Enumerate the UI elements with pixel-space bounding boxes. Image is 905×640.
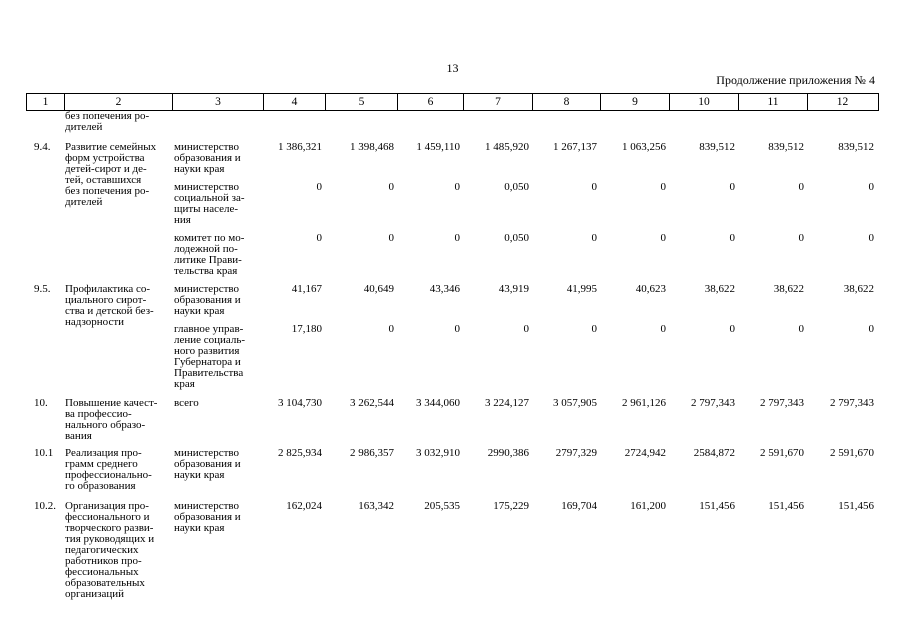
row-agency: всего	[174, 397, 199, 409]
row-value: 38,622	[773, 283, 804, 295]
row-value: 0	[591, 323, 597, 335]
row-value: 839,512	[768, 141, 804, 153]
row-value: 2724,942	[624, 447, 666, 459]
row-value: 0,050	[504, 181, 529, 193]
row-value: 1 398,468	[350, 141, 394, 153]
row-value: 43,346	[429, 283, 460, 295]
row-value: 0	[388, 232, 394, 244]
row-value: 151,456	[838, 500, 874, 512]
row-value: 17,180	[291, 323, 322, 335]
row-activity-name: Развитие семейных форм устройства детей-сирот и де- тей, оставшихся без попечения ро- дителей	[65, 141, 157, 208]
table-row	[26, 142, 879, 277]
row-value: 1 267,137	[553, 141, 597, 153]
row-value: 2 797,343	[830, 397, 874, 409]
table-header-row	[26, 93, 879, 111]
row-value: 38,622	[843, 283, 874, 295]
row-value: 0	[798, 232, 804, 244]
header-cell: 7	[463, 94, 532, 110]
row-activity-name: Профилактика со- циального сирот- ства и детской без- надзорности	[65, 283, 154, 328]
row-value: 41,167	[291, 283, 322, 295]
row-value: 151,456	[699, 500, 735, 512]
row-value: 0	[868, 323, 874, 335]
row-agency: главное управ- ление социаль- ного развития Губернатора и Правительства края	[174, 323, 246, 390]
row-value: 0	[454, 181, 460, 193]
row-value: 0	[660, 232, 666, 244]
row-value: 0	[591, 232, 597, 244]
row-agency: министерство образования и науки края	[174, 447, 241, 481]
row-value: 205,535	[424, 500, 460, 512]
header-cell: 3	[172, 94, 263, 110]
row-agency: министерство образования и науки края	[174, 500, 241, 534]
row-value: 2 825,934	[278, 447, 322, 459]
row-value: 0	[798, 323, 804, 335]
row-value: 3 224,127	[485, 397, 529, 409]
row-number: 9.5.	[34, 283, 51, 295]
row-number: 10.1	[34, 447, 54, 459]
table-row	[26, 501, 879, 600]
row-value: 3 104,730	[278, 397, 322, 409]
row-number: 10.2.	[34, 500, 56, 512]
row-value: 2 986,357	[350, 447, 394, 459]
row-value: 41,995	[566, 283, 597, 295]
row-value: 43,919	[498, 283, 529, 295]
row-value: 2 961,126	[622, 397, 666, 409]
appendix-continuation-label: Продолжение приложения № 4	[716, 73, 875, 87]
budget-table	[26, 93, 879, 600]
row-value: 1 459,110	[416, 141, 460, 153]
row-value: 0	[868, 181, 874, 193]
row-value: 0	[523, 323, 529, 335]
header-cell: 8	[532, 94, 600, 110]
row-value: 1 063,256	[622, 141, 666, 153]
row-value: 40,623	[635, 283, 666, 295]
row-value: 2990,386	[487, 447, 529, 459]
row-activity-name: Организация про- фессионального и творческого разви- тия руководящих и педагогических работников про- фессиональных образовательных организаций	[65, 500, 155, 600]
continued-row-fragment: без попечения ро- дителей	[65, 110, 150, 133]
header-cell: 4	[263, 94, 325, 110]
row-value: 163,342	[358, 500, 394, 512]
row-activity-name: Реализация про- грамм среднего профессионально- го образования	[65, 447, 152, 492]
row-value: 162,024	[286, 500, 322, 512]
row-value: 2 797,343	[760, 397, 804, 409]
row-value: 0	[660, 323, 666, 335]
row-value: 0	[660, 181, 666, 193]
row-value: 0	[729, 181, 735, 193]
row-value: 1 485,920	[485, 141, 529, 153]
row-value: 151,456	[768, 500, 804, 512]
header-cell: 5	[325, 94, 397, 110]
table-row	[26, 284, 879, 390]
row-value: 2584,872	[693, 447, 735, 459]
row-value: 169,704	[561, 500, 597, 512]
row-value: 3 032,910	[416, 447, 460, 459]
row-agency: комитет по мо- лодежной по- литике Прави- тельства края	[174, 232, 245, 277]
table-body	[26, 142, 879, 600]
row-value: 2 797,343	[691, 397, 735, 409]
row-value: 0	[798, 181, 804, 193]
header-cell: 1	[42, 96, 49, 108]
row-number: 10.	[34, 397, 48, 409]
header-cell: 10	[669, 94, 738, 110]
row-agency: министерство социальной за- щиты населе- ния	[174, 181, 245, 226]
row-value: 0	[591, 181, 597, 193]
row-value: 3 344,060	[416, 397, 460, 409]
row-value: 839,512	[838, 141, 874, 153]
header-cell: 2	[64, 94, 172, 110]
header-cell: 9	[600, 94, 669, 110]
row-value: 0	[729, 323, 735, 335]
row-value: 0	[729, 232, 735, 244]
row-value: 0	[388, 181, 394, 193]
row-value: 0,050	[504, 232, 529, 244]
header-cell: 12	[807, 94, 877, 110]
header-cell: 6	[397, 94, 463, 110]
row-value: 0	[454, 232, 460, 244]
page-number: 13	[446, 61, 459, 75]
row-value: 0	[388, 323, 394, 335]
row-agency: министерство образования и науки края	[174, 141, 241, 175]
row-number: 9.4.	[34, 141, 51, 153]
row-value: 3 262,544	[350, 397, 394, 409]
row-value: 2797,329	[555, 447, 597, 459]
row-value: 2 591,670	[830, 447, 874, 459]
row-value: 839,512	[699, 141, 735, 153]
row-value: 0	[316, 232, 322, 244]
row-value: 175,229	[493, 500, 529, 512]
row-value: 0	[316, 181, 322, 193]
row-value: 2 591,670	[760, 447, 804, 459]
row-value: 0	[868, 232, 874, 244]
row-value: 40,649	[363, 283, 394, 295]
row-value: 3 057,905	[553, 397, 597, 409]
table-row	[26, 398, 879, 442]
row-value: 1 386,321	[278, 141, 322, 153]
table-row	[26, 448, 879, 492]
row-activity-name: Повышение качест- ва профессио- нального образо- вания	[65, 397, 158, 442]
row-value: 0	[454, 323, 460, 335]
row-value: 161,200	[630, 500, 666, 512]
row-value: 38,622	[704, 283, 735, 295]
header-cell: 11	[738, 94, 807, 110]
row-agency: министерство образования и науки края	[174, 283, 241, 317]
